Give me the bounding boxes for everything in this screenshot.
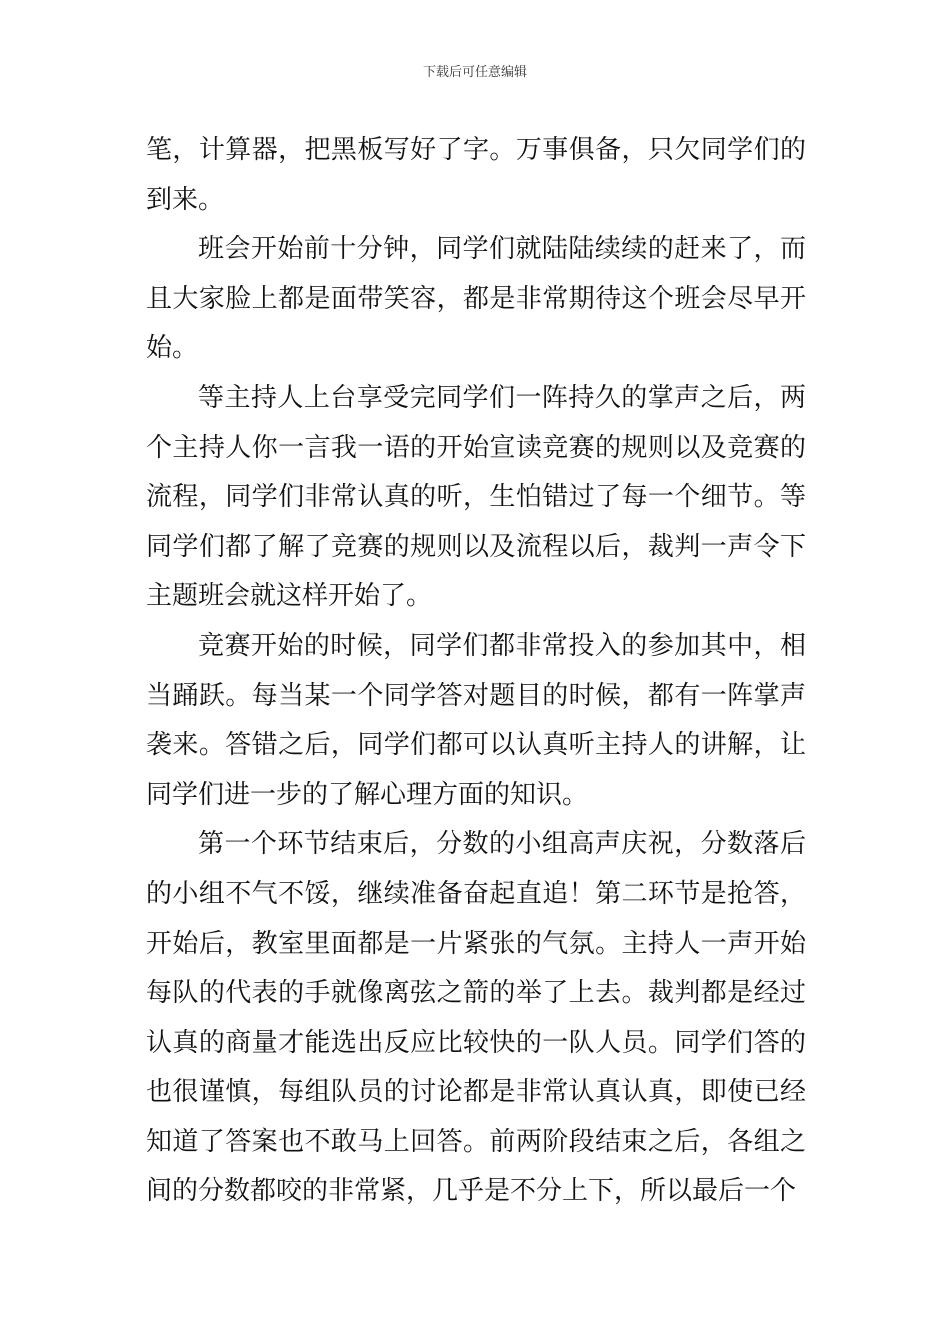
paragraph: 笔，计算器，把黑板写好了字。万事俱备，只欠同学们的到来。	[146, 135, 806, 215]
paragraph: 等主持人上台享受完同学们一阵持久的掌声之后，两个主持人你一言我一语的开始宣读竞赛的规则以及竞赛的流程，同学们非常认真的听，生怕错过了每一个细节。等同学们都了解了竞赛的规则以及流程以后，裁判一声令下主题班会就这样开始了。	[146, 382, 806, 612]
paragraph: 班会开始前十分钟，同学们就陆陆续续的赶来了，而且大家脸上都是面带笑容，都是非常期待这个班会尽早开始。	[146, 234, 806, 364]
document-body	[146, 126, 806, 1217]
paragraph: 竞赛开始的时候，同学们都非常投入的参加其中，相当踊跃。每当某一个同学答对题目的时候，都有一阵掌声袭来。答错之后，同学们都可以认真听主持人的讲解，让同学们进一步的了解心理方面的知识。	[146, 630, 806, 810]
page-header: 下载后可任意编辑	[422, 65, 527, 80]
paragraph: 第一个环节结束后，分数的小组高声庆祝，分数落后的小组不气不馁，继续准备奋起直追！第二环节是抢答，开始后，教室里面都是一片紧张的气氛。主持人一声开始每队的代表的手就像离弦之箭的举了上去。裁判都是经过认真的商量才能选出反应比较快的一队人员。同学们答的也很谨慎，每组队员的讨论都是非常认真认真，即使已经知道了答案也不敢马上回答。前两阶段结束之后，各组之间的分数都咬的非常紧，几乎是不分上下，所以最后一个	[146, 829, 806, 1207]
